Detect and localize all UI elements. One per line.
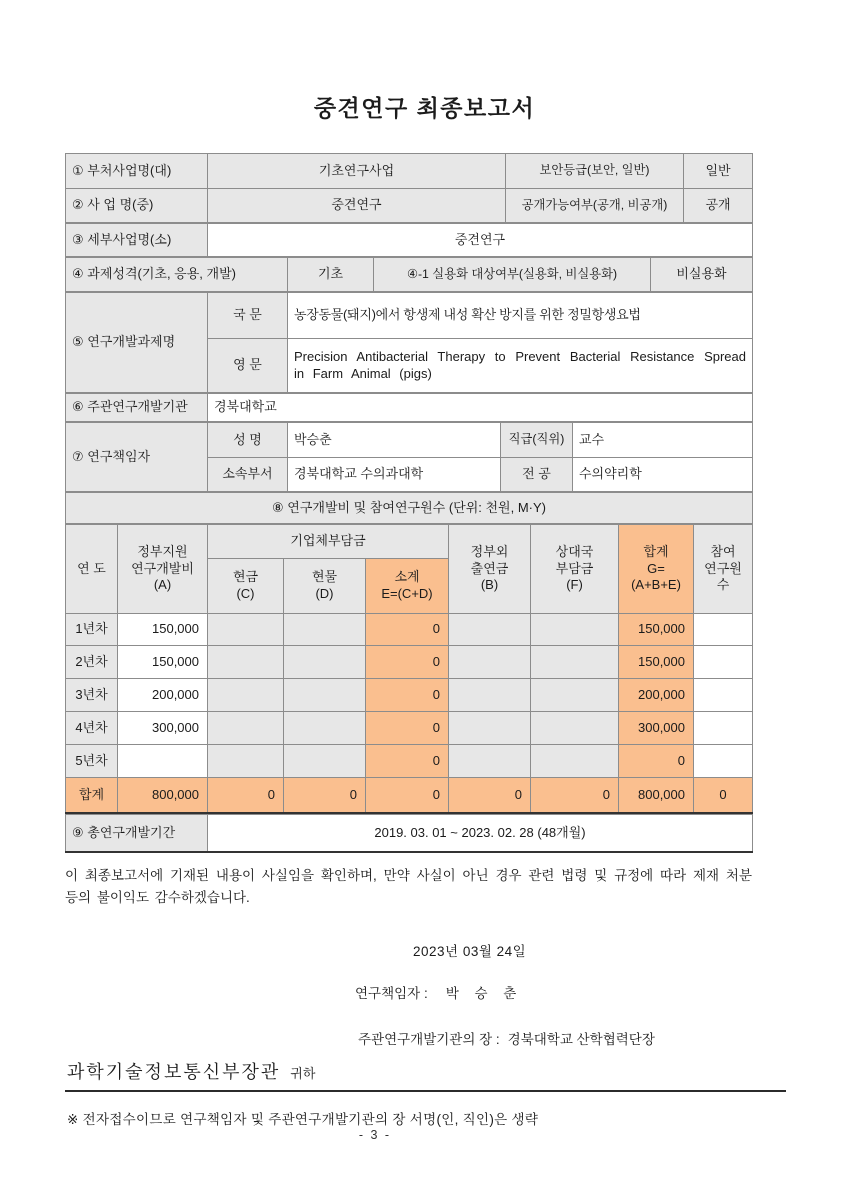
- col-corporate-header: 기업체부담금: [208, 525, 449, 559]
- info-table-period: [65, 814, 753, 854]
- cell-members: [694, 745, 753, 778]
- cell-total: 150,000: [619, 646, 694, 679]
- subprogram-label: ③ 세부사업명(소): [66, 224, 208, 257]
- table-row: [66, 423, 753, 458]
- info-table-nature: [65, 257, 753, 292]
- cell-subtotal: 0: [366, 778, 449, 813]
- addressee-line: [67, 1058, 752, 1084]
- budget-row-year3: [66, 679, 753, 712]
- pi-label: ⑦ 연구책임자: [66, 423, 208, 492]
- subprogram-value: 중견연구: [208, 224, 753, 257]
- cell-total: 300,000: [619, 712, 694, 745]
- program-name-value: 중견연구: [208, 189, 506, 223]
- cell-external: [449, 712, 531, 745]
- col-external-header: 정부외 출연금 (B): [449, 525, 531, 614]
- budget-row-year1: [66, 614, 753, 646]
- cell-total: 800,000: [619, 778, 694, 813]
- pi-signature-line: [355, 982, 752, 1002]
- project-nature-value: 기초: [288, 258, 374, 292]
- cell-cash: [208, 745, 284, 778]
- cell-subtotal: 0: [366, 745, 449, 778]
- security-level-label: 보안등급(보안, 일반): [506, 154, 684, 189]
- cell-inkind: [284, 614, 366, 646]
- cell-gov-fund: 200,000: [118, 679, 208, 712]
- lead-institution-value: 경북대학교: [208, 394, 753, 422]
- col-cash-header: 현금 (C): [208, 559, 284, 614]
- program-name-label: ② 사 업 명(중): [66, 189, 208, 223]
- cell-cash: [208, 679, 284, 712]
- table-row: [66, 493, 753, 524]
- english-title-value: Precision Antibacterial Therapy to Prevent Bacterial Resistance Spread in Farm Animal (pigs): [288, 339, 753, 393]
- budget-header-row: [66, 525, 753, 559]
- report-content: [65, 153, 752, 1128]
- cell-external: [449, 745, 531, 778]
- cell-gov-fund: 800,000: [118, 778, 208, 813]
- pi-major-value: 수의약리학: [573, 458, 753, 492]
- budget-row-year2: [66, 646, 753, 679]
- org-signature-line: [358, 1028, 752, 1048]
- table-row: [66, 154, 753, 189]
- cell-gov-fund: 150,000: [118, 646, 208, 679]
- cell-inkind: [284, 646, 366, 679]
- cell-subtotal: 0: [366, 614, 449, 646]
- confirmation-statement: 이 최종보고서에 기재된 내용이 사실임을 확인하며, 만약 사실이 아닌 경우 관련 법령 및 규정에 따라 제재 처분 등의 불이익도 감수하겠습니다.: [65, 868, 752, 906]
- cell-total: 150,000: [619, 614, 694, 646]
- cell-inkind: [284, 712, 366, 745]
- cell-cash: 0: [208, 778, 284, 813]
- page-title: 중견연구 최종보고서: [313, 95, 536, 121]
- cell-inkind: [284, 745, 366, 778]
- pi-name-label: 성 명: [208, 423, 288, 458]
- cell-year: 3년차: [66, 679, 118, 712]
- cell-partner: [531, 679, 619, 712]
- budget-table: [65, 524, 753, 814]
- table-row: [66, 394, 753, 422]
- cell-members: [694, 646, 753, 679]
- addressee-honorific: 귀하: [290, 1065, 316, 1081]
- table-row: [66, 258, 753, 292]
- ministry-program-label: ① 부처사업명(대): [66, 154, 208, 189]
- project-nature-label: ④ 과제성격(기초, 응용, 개발): [66, 258, 288, 292]
- cell-members: [694, 679, 753, 712]
- electronic-submission-note: ※ 전자접수이므로 연구책임자 및 주관연구개발기관의 장 서명(인, 직인)은 생략: [67, 1111, 539, 1127]
- report-date: 2023년 03월 24일: [413, 943, 527, 959]
- cell-external: [449, 646, 531, 679]
- minister-title: 과학기술정보통신부장관: [67, 1061, 281, 1082]
- budget-row-total: [66, 778, 753, 813]
- info-table-project-title: [65, 292, 753, 393]
- cell-year: 1년차: [66, 614, 118, 646]
- project-title-label: ⑤ 연구개발과제명: [66, 293, 208, 393]
- pi-rank-value: 교수: [573, 423, 753, 458]
- cell-external: [449, 614, 531, 646]
- pi-signature-label: 연구책임자 :: [355, 985, 428, 1001]
- cell-partner: [531, 614, 619, 646]
- cell-cash: [208, 712, 284, 745]
- pi-major-label: 전 공: [501, 458, 573, 492]
- info-table-institution: [65, 393, 753, 422]
- cell-gov-fund: 300,000: [118, 712, 208, 745]
- pi-dept-label: 소속부서: [208, 458, 288, 492]
- lead-institution-label: ⑥ 주관연구개발기관: [66, 394, 208, 422]
- cell-subtotal: 0: [366, 646, 449, 679]
- total-period-value: 2019. 03. 01 ~ 2023. 02. 28 (48개월): [208, 814, 753, 852]
- cell-partner: [531, 712, 619, 745]
- cell-year: 합계: [66, 778, 118, 813]
- cell-gov-fund: 150,000: [118, 614, 208, 646]
- org-signature-label: 주관연구개발기관의 장 :: [358, 1031, 500, 1047]
- col-year-header: 연 도: [66, 525, 118, 614]
- cell-partner: [531, 745, 619, 778]
- cell-total: 0: [619, 745, 694, 778]
- table-row: [66, 189, 753, 223]
- cell-total: 200,000: [619, 679, 694, 712]
- commercialization-value: 비실용화: [651, 258, 753, 292]
- col-total-header: 합계 G=(A+B+E): [619, 525, 694, 614]
- cell-cash: [208, 614, 284, 646]
- budget-row-year4: [66, 712, 753, 745]
- cell-subtotal: 0: [366, 679, 449, 712]
- korean-title-value: 농장동물(돼지)에서 항생제 내성 확산 방지를 위한 정밀항생요법: [288, 293, 753, 339]
- commercialization-label: ④-1 실용화 대상여부(실용화, 비실용화): [374, 258, 651, 292]
- cell-gov-fund: [118, 745, 208, 778]
- cell-year: 5년차: [66, 745, 118, 778]
- info-table-subprogram: [65, 223, 753, 257]
- cell-year: 2년차: [66, 646, 118, 679]
- col-partner-header: 상대국 부담금 (F): [531, 525, 619, 614]
- cell-members: 0: [694, 778, 753, 813]
- cell-external: [449, 679, 531, 712]
- info-table-top: [65, 153, 753, 223]
- page-number: - 3 -: [358, 1128, 392, 1142]
- table-row: [66, 814, 753, 852]
- pi-signature-name: 박 승 춘: [445, 985, 523, 1001]
- cell-subtotal: 0: [366, 712, 449, 745]
- pi-dept-value: 경북대학교 수의과대학: [288, 458, 501, 492]
- korean-title-label: 국 문: [208, 293, 288, 339]
- cell-inkind: [284, 679, 366, 712]
- col-members-header: 참여 연구원수: [694, 525, 753, 614]
- info-table-pi: [65, 422, 753, 492]
- budget-section-header: [65, 492, 753, 524]
- pi-rank-label: 직급(직위): [501, 423, 573, 458]
- english-title-label: 영 문: [208, 339, 288, 393]
- cell-inkind: 0: [284, 778, 366, 813]
- divider-rule: [65, 1090, 786, 1092]
- col-gov-fund-header: 정부지원 연구개발비 (A): [118, 525, 208, 614]
- security-level-value: 일반: [684, 154, 753, 189]
- total-period-label: ⑨ 총연구개발기간: [66, 814, 208, 852]
- cell-cash: [208, 646, 284, 679]
- org-signature-name: 경북대학교 산학협력단장: [507, 1031, 655, 1047]
- disclosure-label: 공개가능여부(공개, 비공개): [506, 189, 684, 223]
- cell-members: [694, 712, 753, 745]
- ministry-program-value: 기초연구사업: [208, 154, 506, 189]
- table-row: [66, 224, 753, 257]
- budget-row-year5: [66, 745, 753, 778]
- col-subtotal-header: 소계 E=(C+D): [366, 559, 449, 614]
- pi-name-value: 박승춘: [288, 423, 501, 458]
- cell-external: 0: [449, 778, 531, 813]
- table-row: [66, 293, 753, 339]
- col-inkind-header: 현물 (D): [284, 559, 366, 614]
- cell-partner: [531, 646, 619, 679]
- disclosure-value: 공개: [684, 189, 753, 223]
- cell-partner: 0: [531, 778, 619, 813]
- budget-section-title: ⑧ 연구개발비 및 참여연구원수 (단위: 천원, M·Y): [66, 493, 753, 524]
- cell-members: [694, 614, 753, 646]
- cell-year: 4년차: [66, 712, 118, 745]
